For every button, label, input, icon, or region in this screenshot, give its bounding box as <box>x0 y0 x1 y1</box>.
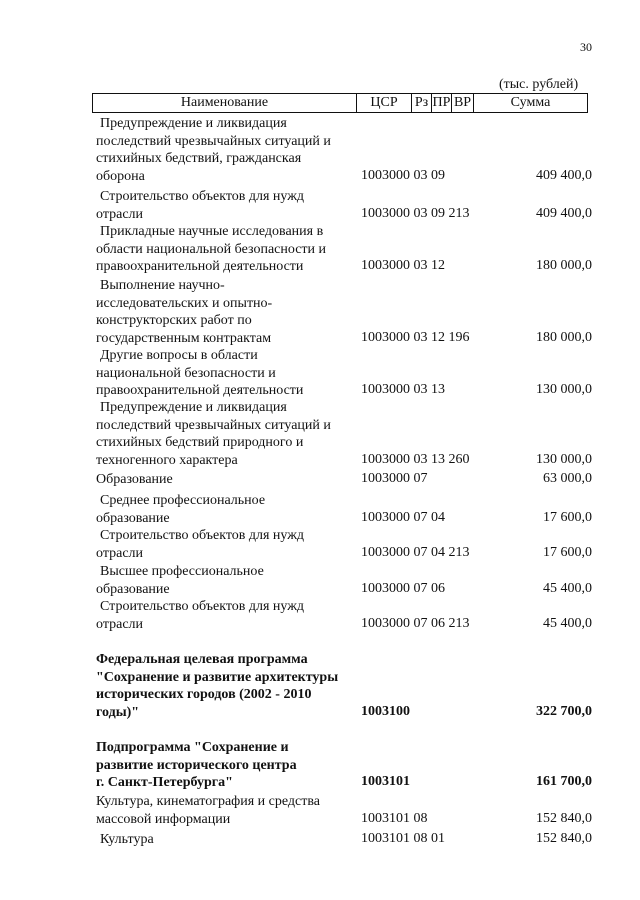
row-name <box>96 492 360 527</box>
row-code: 1003000 07 04 <box>361 509 445 525</box>
row-code: 1003101 08 01 <box>361 831 445 846</box>
row-code: 1003000 07 <box>361 471 428 486</box>
row-name <box>96 739 360 792</box>
row-sum: 161 700,0 <box>536 774 592 789</box>
row-name-line: национальной безопасности и <box>96 365 276 381</box>
row-sum: 322 700,0 <box>536 703 592 719</box>
row-name-line: правоохранительной деятельности <box>96 259 304 274</box>
row-name-line: Другие вопросы в области <box>100 348 258 363</box>
row-sum: 17 600,0 <box>543 509 592 525</box>
row-name-line: Образование <box>96 472 173 487</box>
row-name-line: Подпрограмма "Сохранение и <box>96 740 289 755</box>
row-code: 1003101 <box>361 774 410 789</box>
row-name-line: Прикладные научные исследования в <box>100 224 324 239</box>
row-name-line: Культура, кинематография и средства <box>96 794 320 809</box>
row-code: 1003000 03 13 <box>361 382 445 397</box>
row-name-line: Предупреждение и ликвидация <box>100 400 287 415</box>
row-code: 1003000 03 09 <box>361 167 445 183</box>
row-name-line: Высшее профессиональное <box>100 564 264 579</box>
row-code: 1003000 07 06 <box>361 580 445 596</box>
row-sum: 152 840,0 <box>536 810 592 826</box>
row-name <box>96 563 360 598</box>
row-name-line: развитие исторического центра <box>96 757 297 773</box>
row-name-line: правоохранительной деятельности <box>96 383 304 398</box>
row-name-line: отрасли <box>96 616 144 632</box>
header-vr: ВР <box>452 94 474 112</box>
row-name <box>96 793 360 828</box>
row-name <box>96 188 360 223</box>
row-code: 1003101 08 <box>361 810 428 826</box>
row-sum: 45 400,0 <box>543 615 592 631</box>
row-name <box>96 277 360 347</box>
row-sum: 409 400,0 <box>536 167 592 183</box>
row-name <box>96 527 360 562</box>
row-sum: 409 400,0 <box>536 205 592 221</box>
page-number: 30 <box>580 40 592 54</box>
row-sum: 180 000,0 <box>536 258 592 273</box>
row-name-line: исторических городов (2002 - 2010 <box>96 687 312 702</box>
row-name-line: Строительство объектов для нужд <box>100 189 305 204</box>
row-name-line: области национальной безопасности и <box>96 241 327 257</box>
row-name-line: г. Санкт-Петербурга" <box>96 775 233 790</box>
header-name: Наименование <box>93 94 357 112</box>
row-name-line: оборона <box>96 168 145 184</box>
header-pr: ПР <box>432 95 451 110</box>
row-name-line: конструкторских работ по <box>96 313 252 328</box>
row-name-line: Культура <box>100 832 154 847</box>
row-code: 1003000 07 04 213 <box>361 544 470 560</box>
row-name-line: отрасли <box>96 545 144 561</box>
row-name <box>96 598 360 633</box>
row-sum: 152 840,0 <box>536 831 592 846</box>
row-name-line: стихийных бедствий природного и <box>96 435 304 450</box>
row-name-line: Строительство объектов для нужд <box>100 528 305 543</box>
row-name <box>96 651 360 721</box>
row-name-line: Строительство объектов для нужд <box>100 599 305 614</box>
row-code: 1003100 <box>361 703 410 719</box>
row-name-line: образование <box>96 581 170 597</box>
row-name-line: последствий чрезвычайных ситуаций и <box>96 133 331 149</box>
header-csr: ЦСР <box>357 94 412 112</box>
row-name-line: "Сохранение и развитие архитектуры <box>96 669 339 685</box>
row-code: 1003000 07 06 213 <box>361 615 470 631</box>
header-sum: Сумма <box>510 95 551 110</box>
row-code: 1003000 03 12 <box>361 258 445 273</box>
row-code: 1003000 03 12 196 <box>361 329 470 345</box>
row-name <box>96 399 360 469</box>
row-name <box>96 831 360 849</box>
row-name-line: стихийных бедствий, гражданская <box>96 151 302 166</box>
row-sum: 63 000,0 <box>543 471 592 486</box>
row-name <box>96 347 360 400</box>
row-sum: 17 600,0 <box>543 544 592 560</box>
row-name-line: Среднее профессиональное <box>100 493 266 508</box>
row-name-line: исследовательских и опытно- <box>96 295 273 311</box>
row-name-line: годы)" <box>96 704 140 720</box>
row-name <box>96 115 360 185</box>
row-code: 1003000 03 13 260 <box>361 451 470 467</box>
row-sum: 130 000,0 <box>536 451 592 467</box>
row-name-line: техногенного характера <box>96 452 238 468</box>
row-name-line: Предупреждение и ликвидация <box>100 116 287 131</box>
row-name-line: последствий чрезвычайных ситуаций и <box>96 417 331 433</box>
row-name-line: массовой информации <box>96 811 231 827</box>
header-rz: Рз <box>412 94 432 112</box>
table-header <box>92 93 588 113</box>
row-sum: 45 400,0 <box>543 580 592 596</box>
row-name-line: государственным контрактам <box>96 330 272 346</box>
row-name-line: отрасли <box>96 206 144 222</box>
row-code: 1003000 03 09 213 <box>361 205 470 221</box>
row-sum: 130 000,0 <box>536 382 592 397</box>
row-name <box>96 471 360 489</box>
units-label: (тыс. рублей) <box>499 77 579 92</box>
row-name-line: Федеральная целевая программа <box>96 652 308 667</box>
row-name <box>96 223 360 276</box>
row-sum: 180 000,0 <box>536 329 592 345</box>
row-name-line: образование <box>96 510 170 526</box>
row-name-line: Выполнение научно- <box>100 278 225 293</box>
